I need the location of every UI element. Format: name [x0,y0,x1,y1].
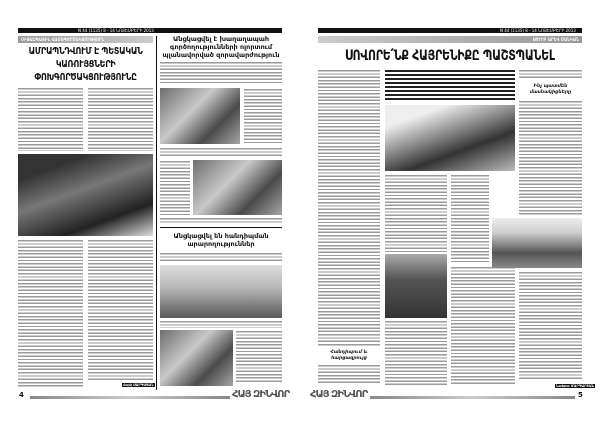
right-main-headline: ՍՈՎՈՐԵ՛ՆՔ ՀԱՅՐԵՆԻՔԸ ՊԱՇՏՊԱՆԵԼ [344,48,555,64]
article3-headline: Անցկացվել են հանդիպման արարողություններ [173,232,269,248]
footer-bar [370,396,575,399]
column-divider [156,36,157,390]
article-columns [18,239,153,388]
footer-bar [30,396,230,399]
left-headline-wrap [18,45,153,84]
article-lead [385,69,515,102]
article-text [318,364,380,384]
article-text [519,69,582,78]
photo-caption [160,217,282,224]
newspaper-logo: ՀԱՅ ԶԻՆՎՈՐ [310,389,368,400]
article-text [244,88,282,144]
left-header-date: N 44 (1135) 8 - 14 ՆՈՅԵՄԲԵՐԻ 2013 [78,28,154,33]
left-page-number: 4 [19,391,24,399]
article-text [160,252,282,262]
article-text [160,147,282,157]
article-text [318,69,380,347]
subheading-1: Ինչ պատմեն մասնակիցները [529,84,572,95]
article-text [88,239,153,382]
group-photo [492,218,582,268]
right-page-number: 5 [578,391,583,399]
right-section-label: ՍՈՒՐԲ ԱՐԵՎ ՄԱՆԿԱՆ [318,36,582,43]
article-text [519,271,582,381]
article-text [160,160,190,215]
exercise-photo [160,88,240,144]
article-text [385,320,447,386]
left-signature: Հայկ ՍԱՐԳՍՅԱՆ [123,383,154,387]
article-columns [18,87,153,151]
photo-caption [160,320,282,328]
article-text [451,266,515,386]
shooting-photo [385,105,515,171]
left-main-headline: ԱՄՐԱՊՆԴՎՈՒՄ Է ՊԵՏԱԿԱՆ ԿԱՌՈՒՅՑՆԵՐԻ ՓՈԽԳՈՐԾԱԿՑՈՒԹՅՈՒՆԸ [28,46,143,83]
article-text [236,330,282,382]
article-text [18,239,83,388]
right-signature: Նաիրա ՄԱՐԳԱՐՅԱՆ [556,384,595,388]
article-text [519,100,582,215]
audience-photo [18,154,153,236]
article-text [160,61,282,83]
article-text [18,87,83,151]
right-headline-wrap [318,46,582,66]
left-section-label: ՄԻՋԱԶԳԱՅԻՆ ՀԱՄԱԳՈՐԾԱԿՑՈՒԹՅՈՒՆ [18,36,153,43]
tent-photo [160,330,233,386]
divider [160,227,282,228]
article2-headline: Անցկացվել է խաղաղապահ գործողությունների ոլորտում պլանավորված զորավարժություն [162,35,280,59]
newspaper-logo: ՀԱՅ ԶԻՆՎՈՐ [232,389,290,400]
portrait-photo [385,254,447,318]
meeting-photo [160,265,282,318]
article-text [88,87,153,151]
article-text [451,174,489,264]
soldier-photo [193,160,282,215]
left-main-article [18,36,153,388]
subheading-2: Հանդիպում և հարցազրույց [330,350,368,361]
article-text [385,174,447,252]
right-header-date: N 44 (1135) 8 - 14 ՆՈՅԵՄԲԵՐԻ 2013 [500,28,576,33]
